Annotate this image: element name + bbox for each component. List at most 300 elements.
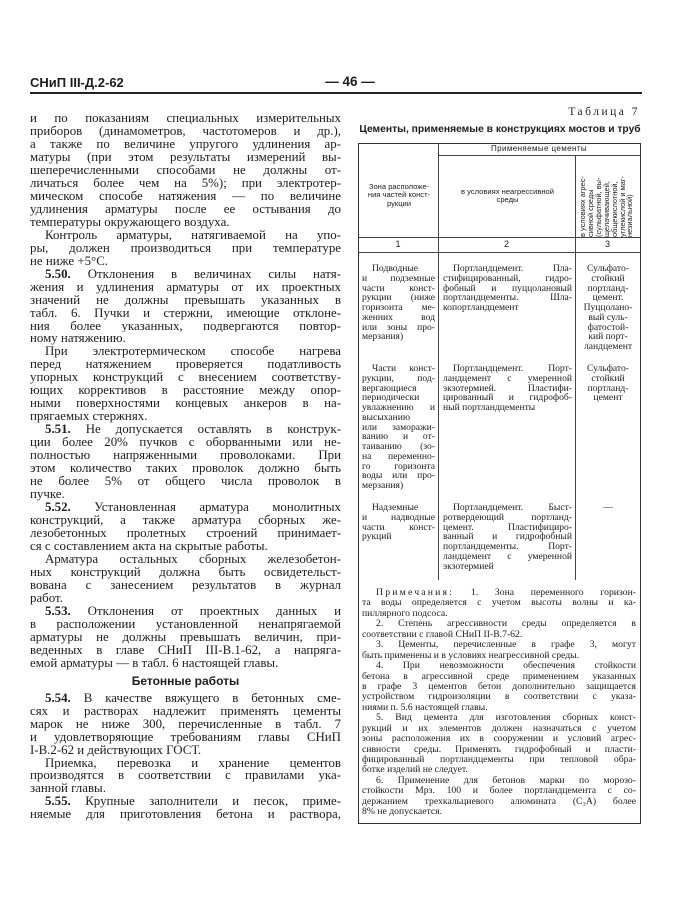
header-line: (сульфатной, вы- (593, 177, 603, 237)
text-line (362, 332, 435, 342)
text-line (362, 523, 435, 533)
line-text: фицированный портландцементы при тепловой обра- (362, 755, 636, 765)
header-zone (360, 183, 438, 208)
line-text: 6. Применение для бетонов марки по морозо- (376, 775, 636, 786)
text-line (362, 503, 435, 513)
line-text: ния более указанных, подвергаются повтор- (30, 319, 341, 333)
text-line (362, 713, 636, 723)
line-text: Портландцемент. Быст- (453, 503, 572, 513)
line-text: вована с занесением результатов в журнал (30, 578, 341, 592)
text-line (30, 177, 341, 190)
text-line (578, 323, 638, 333)
header-line: сивной среды (585, 189, 595, 237)
text-line (443, 513, 572, 523)
line-text: сях и растворах надлежит применять цементы (30, 704, 341, 718)
text-line (30, 358, 341, 371)
line-text: жения и удлинения арматуры от их проектных (30, 280, 341, 294)
text-line (362, 797, 636, 807)
clause-number: 5.51. (45, 423, 71, 437)
text-line (30, 125, 341, 138)
clause-number: 5.54. (45, 691, 71, 705)
cell-zone (362, 364, 435, 491)
line-text: стойкости Мрз. 100 и более портландцемента с со- (362, 786, 636, 797)
text-line (30, 281, 341, 294)
line-text: Отклонения в величинах силы натя- (87, 267, 341, 281)
column-number: 1 (395, 239, 401, 249)
header-line: в условиях агрес- (578, 176, 587, 237)
header-rule (30, 92, 642, 94)
line-text: пиллярного подсоса. (362, 608, 448, 619)
text-line (30, 384, 341, 397)
text-line (30, 718, 341, 731)
line-text: части конст- (362, 522, 435, 533)
text-line (578, 274, 638, 284)
line-text: Портландцемент. Порт- (453, 364, 572, 374)
text-line (362, 293, 435, 303)
line-text: женних вод (362, 312, 435, 323)
clause-number: 5.50. (45, 267, 71, 281)
note-item (362, 661, 636, 713)
line-text: мерзания) (362, 332, 404, 342)
line-text: ботке изделий не следует. (362, 765, 468, 776)
text-line (362, 588, 636, 598)
clause-number: 5.53. (45, 604, 71, 618)
line-text: быть применены и в условиях неагрессивной среды. (362, 650, 580, 661)
line-text: мерзания) (362, 481, 404, 491)
line-text: а также по величине упругого удлинения ар- (30, 137, 341, 151)
text-line (362, 745, 636, 755)
text-line (443, 503, 572, 513)
line-text: 4. При невозможности обеспечения стойкости (376, 661, 636, 672)
text-line (362, 284, 435, 294)
line-text: занной главы. (30, 782, 106, 796)
paragraph (30, 757, 341, 796)
text-line (30, 332, 341, 345)
header-line: углекислой и маг- (617, 176, 627, 237)
text-line (30, 553, 341, 566)
text-line (30, 436, 341, 449)
text-line (443, 552, 572, 562)
text-line (30, 423, 341, 436)
line-text: портландцементы. Шла- (443, 293, 572, 303)
text-line (362, 432, 435, 442)
line-text: таиванию (зо- (362, 442, 435, 452)
text-line (30, 345, 341, 358)
table-caption: Цементы, применяемые в конструкциях мостов и труб (359, 124, 641, 135)
line-text: фатостой- (587, 322, 629, 333)
text-line (578, 293, 638, 303)
line-text: ландцемент с умеренной (443, 373, 572, 384)
text-line (362, 609, 636, 619)
line-text: Сульфато- (587, 364, 629, 374)
text-line (362, 776, 636, 786)
line-text: удлинения арматуры после ее остывания до (30, 202, 341, 216)
text-line (362, 672, 636, 682)
line-text: — (603, 503, 613, 513)
text-line (578, 332, 638, 342)
line-text: бетона в агрессивной среде применением указанных (362, 671, 636, 682)
line-text: цемент. Пластифициро- (443, 522, 572, 533)
text-line (578, 384, 638, 394)
line-text: не ниже +5°С. (30, 254, 109, 268)
text-line (362, 323, 435, 333)
text-line (30, 657, 341, 670)
line-text: 5. Вид цемента для изготовления сборных конст- (376, 713, 636, 724)
line-text: в расположении установленной ненапрягаемой (30, 617, 341, 631)
header-line: незиальной) (625, 194, 635, 237)
line-text: шеперечисленными способами не должны от- (30, 163, 341, 177)
line-text: экзотермией. Пластифи- (443, 383, 572, 394)
text-line (30, 618, 341, 631)
clause-paragraph (30, 605, 341, 670)
line-text: и по показаниям специальных измерительных (30, 112, 341, 125)
text-line (443, 384, 572, 394)
table-divider (358, 252, 640, 253)
column-number: 3 (604, 239, 610, 249)
line-text: упорных конструкций с внесением соответству- (30, 371, 341, 385)
text-line (362, 765, 636, 775)
line-text: держанием трехкальциевого алюмината (C₃A) более (362, 796, 636, 807)
line-text: увлажнению и (362, 403, 435, 413)
text-line (30, 164, 341, 177)
text-line (443, 303, 572, 313)
line-text: конструкций, а также арматура сборных же- (30, 514, 341, 527)
line-text: портландцементы. Порт- (443, 542, 572, 552)
line-text: работ. (30, 591, 63, 605)
line-text: ный портландцементы (443, 403, 536, 413)
text-line (362, 630, 636, 640)
left-column-text (30, 112, 341, 821)
line-text: зоны расположения их в сооружении и условий агрес- (362, 734, 636, 745)
text-line (362, 303, 435, 313)
line-text: рукции, под- (362, 373, 435, 384)
text-line (30, 242, 341, 255)
header-line: в условиях неагрессивной (460, 187, 555, 196)
text-line (362, 423, 435, 433)
line-text: ющих коррективов в расстояние между опор- (30, 384, 341, 398)
line-text: ванию и от- (362, 432, 435, 442)
line-text: арматуры не должны превышать величин, при- (30, 630, 341, 644)
header-aggressive-cell (576, 156, 640, 237)
line-text: 1. Зона переменного горизон- (470, 588, 636, 598)
text-line (30, 592, 341, 605)
text-line (362, 513, 435, 523)
clause-paragraph (30, 423, 341, 501)
text-line (30, 462, 341, 475)
text-line (362, 471, 435, 481)
text-line (578, 342, 638, 352)
line-text: Отклонения от проектных данных и (87, 604, 341, 618)
text-line (362, 682, 636, 692)
line-text: ландцемент (583, 342, 633, 352)
line-text: на переменно- (362, 451, 435, 462)
line-text: Подводные (372, 264, 419, 274)
line-text: Не допускается оставлять в конструк- (85, 423, 341, 437)
paragraph (30, 345, 341, 423)
line-text: и удовлетворяющие требованиям главы СНиП (30, 730, 341, 744)
cell-aggressive (578, 364, 638, 403)
text-line (30, 410, 341, 423)
cell-zone (362, 503, 435, 542)
text-line (30, 808, 341, 821)
text-line (30, 307, 341, 320)
line-text: производятся в соответствии с правилами ука- (30, 769, 341, 783)
line-text: ниями п. 5.6 настоящей главы. (362, 702, 488, 713)
line-text: лезобетонных пролетных строений принимает- (30, 527, 341, 540)
text-line (362, 442, 435, 452)
text-line (362, 661, 636, 671)
line-text: Пуццолано- (583, 303, 633, 313)
line-text: веденных в главе СНиП III-В.1-62, а напряга- (30, 643, 341, 657)
line-text: Портландцемент. Пла- (453, 264, 572, 274)
line-text: Сульфато- (587, 264, 629, 274)
text-line (362, 724, 636, 734)
text-line (30, 151, 341, 164)
line-text: пучке. (30, 488, 65, 502)
line-text: ротвердеющий портланд- (443, 512, 572, 523)
section-heading: Бетонные работы (131, 673, 240, 688)
line-text: экзотермией (443, 561, 494, 572)
text-line (30, 782, 341, 795)
line-text: стифицированный, гидро- (443, 273, 572, 284)
notes-label: Примечания: (376, 588, 455, 598)
line-text: высыханию (362, 412, 411, 423)
line-text: вергающиеся (362, 383, 417, 394)
note-item (362, 619, 636, 640)
text-line (578, 264, 638, 274)
paragraph (30, 229, 341, 268)
line-text: периодически (362, 393, 420, 403)
cell-non-aggressive (443, 364, 572, 413)
line-text: соответствии с главой СНиП II-В.7-62. (362, 629, 523, 640)
clause-number: 5.52. (45, 501, 71, 515)
page-number: — 46 — (325, 74, 375, 89)
line-text: кий порт- (588, 332, 628, 342)
line-text: мическом способе натяжения — по величине (30, 189, 341, 203)
text-line (30, 216, 341, 229)
table-number: Таблица 7 (568, 106, 640, 118)
text-line (30, 705, 341, 718)
text-line (362, 452, 435, 462)
line-text: фобный и пуццолановый (443, 283, 572, 294)
header-line: Зона расположе- (368, 182, 430, 191)
text-line (30, 527, 341, 540)
line-text: матуры (при этом результаты измерений вы- (30, 150, 341, 164)
line-text: табл. 6. Пучки и стержни, имеющие отклоне- (30, 306, 341, 320)
text-line (578, 503, 638, 513)
line-text: портланд- (587, 283, 629, 294)
text-line (30, 475, 341, 488)
text-line (578, 313, 638, 323)
line-text: и надводные (362, 512, 435, 523)
text-line (362, 462, 435, 472)
line-text: или заморажи- (362, 422, 435, 433)
header-aggressive (579, 157, 637, 237)
text-line (578, 374, 638, 384)
line-text: рукций (362, 532, 392, 542)
text-line (30, 294, 341, 307)
line-text: Контроль арматуры, натягиваемой на упо- (45, 228, 341, 242)
line-text: При электротермическом способе нагрева (45, 345, 341, 359)
text-line (30, 449, 341, 462)
text-line (362, 703, 636, 713)
line-text: го горизонта (362, 461, 435, 472)
line-text: рукций и их элементов должен назначаться с учетом (362, 723, 636, 734)
paragraph (30, 553, 341, 605)
line-text: горизонта ме- (362, 303, 435, 313)
text-line (362, 413, 435, 423)
text-line (30, 268, 341, 281)
line-text: В качестве вяжущего в бетонных сме- (83, 691, 341, 705)
clause-paragraph (30, 501, 341, 553)
text-line (30, 605, 341, 618)
note-item (362, 713, 636, 776)
line-text: цемент (593, 393, 623, 403)
line-text: приборов (динамометров, частотомеров и др.), (30, 124, 341, 138)
text-line (362, 274, 435, 284)
text-line (443, 284, 572, 294)
line-text: устройством гидроизоляции в соответствии с указа- (362, 692, 636, 703)
text-line (362, 598, 636, 608)
line-text: стойкий (591, 273, 625, 284)
text-line (362, 734, 636, 744)
clause-paragraph (30, 692, 341, 757)
line-text: личаться более чем на 5%); при электротер- (30, 176, 341, 190)
text-line (362, 374, 435, 384)
text-line (30, 320, 341, 333)
line-text: копортландцемент (443, 303, 519, 313)
clause-paragraph (30, 268, 341, 346)
table-divider (358, 237, 640, 238)
line-text: портланд- (587, 383, 629, 394)
text-line (362, 403, 435, 413)
text-line (443, 264, 572, 274)
text-line (443, 364, 572, 374)
line-text: 2. Степень агрессивности среды определяется в (376, 619, 636, 630)
text-line (30, 514, 341, 527)
text-line (362, 619, 636, 629)
text-line (578, 393, 638, 403)
text-line (30, 112, 341, 125)
text-line (443, 523, 572, 533)
note-item (362, 588, 636, 619)
text-line (30, 540, 341, 553)
line-text: температуры окружающего воздуха. (30, 215, 230, 229)
document-code: СНиП III-Д.2-62 (30, 75, 124, 90)
text-line (443, 374, 572, 384)
text-line (30, 795, 341, 808)
text-line (443, 403, 572, 413)
table-notes (362, 588, 636, 818)
text-line (362, 364, 435, 374)
text-line (30, 203, 341, 216)
line-text: Надземные (372, 503, 419, 513)
header-line: общекислотной, (609, 181, 619, 237)
line-text: ры, должен производиться при температуре (30, 241, 341, 255)
header-line: среды (496, 195, 519, 205)
line-text: Части конст- (372, 364, 435, 374)
note-item (362, 776, 636, 818)
header-line: щелачивающей, (601, 181, 611, 237)
clause-number: 5.55. (45, 795, 71, 809)
line-text: и подземные (362, 273, 435, 284)
text-line (30, 757, 341, 770)
line-text: цированный и гидрофоб- (443, 393, 572, 403)
text-line (30, 371, 341, 384)
paragraph (30, 112, 341, 229)
line-text: ся с составлением акта на скрытые работы. (30, 539, 268, 553)
line-text: Установленная арматура монолитных (94, 501, 341, 515)
line-text: Приемка, перевозка и хранение цементов (45, 756, 341, 770)
line-text: ции более 20% пучков с оборванными или не- (30, 436, 341, 450)
line-text: 8% не допускается. (362, 807, 443, 818)
cell-non-aggressive (443, 503, 572, 571)
text-line (30, 229, 341, 242)
line-text: Арматура остальных сборных железобетон- (45, 552, 341, 566)
text-line (362, 692, 636, 702)
text-line (30, 501, 341, 514)
text-line (443, 393, 572, 403)
text-line (30, 255, 341, 268)
header-line: рукции (386, 198, 412, 208)
line-text: полностью напряженными проволоками. При (30, 449, 341, 463)
table-divider (438, 143, 439, 580)
line-text: емой арматуры — в табл. 6 настоящей главы. (30, 656, 279, 670)
line-text: та воды определяется с учетом высоты волны и ка- (362, 598, 636, 609)
clause-paragraph (30, 795, 341, 821)
text-line (443, 542, 572, 552)
column-number: 2 (503, 239, 509, 249)
text-line (362, 384, 435, 394)
cell-zone (362, 264, 435, 342)
text-line (362, 532, 435, 542)
text-line (362, 313, 435, 323)
text-line (30, 566, 341, 579)
line-text: рукции (ниже (362, 293, 435, 303)
text-line (443, 532, 572, 542)
text-line (30, 769, 341, 782)
line-text: цемент. (592, 293, 624, 303)
line-text: стойкий (591, 373, 625, 384)
text-line (30, 631, 341, 644)
cell-aggressive (578, 264, 638, 352)
text-line (30, 138, 341, 151)
line-text: ному натяжению. (30, 332, 126, 346)
text-line (30, 397, 341, 410)
line-text: 3. Цементы, перечисленные в графе 3, могут (376, 640, 636, 651)
line-text: прягаемых стержнях. (30, 410, 148, 424)
text-line (578, 284, 638, 294)
text-line (443, 293, 572, 303)
text-line (30, 190, 341, 203)
text-line (362, 640, 636, 650)
text-line (443, 562, 572, 572)
line-text: перед натяжением проверяется податливость (30, 358, 341, 372)
header-applied-cements: Применяемые цементы (490, 144, 588, 153)
line-text: ными поверхностями концевых анкеров в на- (30, 397, 341, 411)
text-line (30, 488, 341, 501)
text-line (30, 692, 341, 705)
text-line (362, 755, 636, 765)
line-text: вый суль- (588, 312, 628, 323)
text-line (362, 481, 435, 491)
line-text: этом количество таких проволок должно быть (30, 462, 341, 476)
text-line (362, 264, 435, 274)
text-line (30, 644, 341, 657)
line-text: значений не должны превышать указанных в (30, 293, 341, 307)
line-text: сивности среды. Применять гидрофобный и пласти- (362, 744, 636, 755)
text-line (362, 651, 636, 661)
